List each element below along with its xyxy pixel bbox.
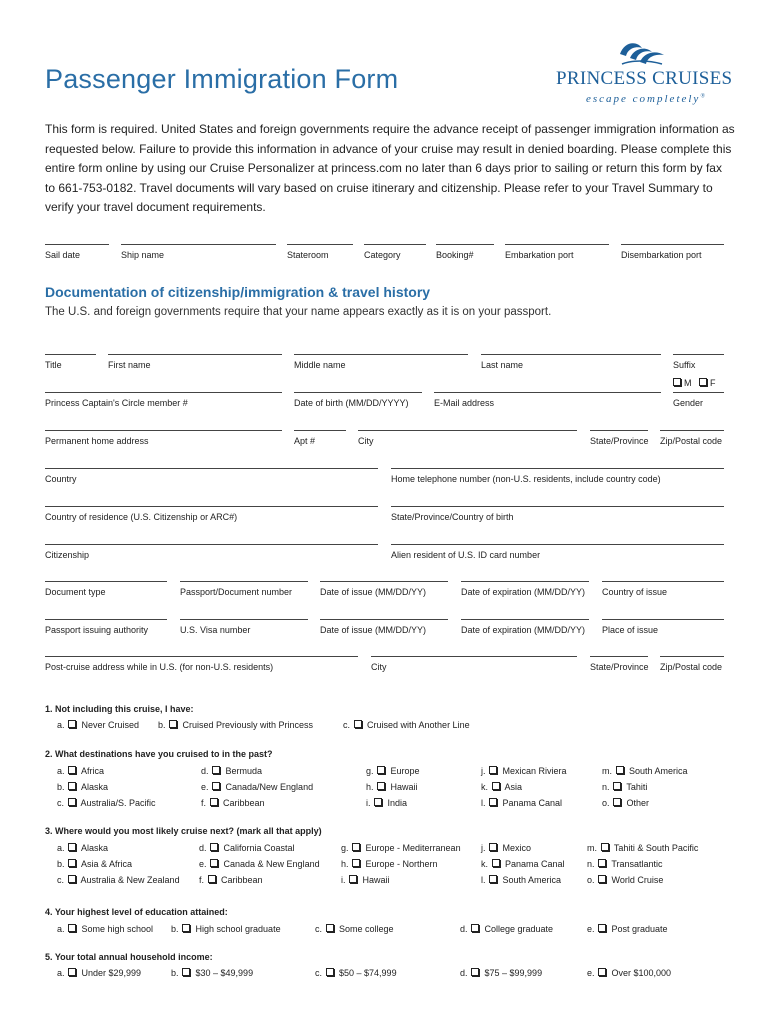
visa-issue-date-field[interactable] xyxy=(320,619,448,620)
option-letter: n. xyxy=(602,782,613,792)
option-label: Cruised Previously with Princess xyxy=(180,720,314,730)
option-label: Africa xyxy=(79,766,105,776)
q4-option-b[interactable] xyxy=(171,924,281,934)
q2-option-k[interactable] xyxy=(481,782,522,792)
option-letter: f. xyxy=(201,798,209,808)
checkbox-icon xyxy=(68,720,76,728)
birth-place-label: State/Province/Country of birth xyxy=(391,512,514,522)
checkbox-icon xyxy=(68,782,76,790)
email-label: E-Mail address xyxy=(434,398,495,408)
q2-option-e[interactable] xyxy=(201,782,313,792)
q2-option-g[interactable] xyxy=(366,766,420,776)
q3-option-a[interactable] xyxy=(57,843,108,853)
q5-option-b[interactable] xyxy=(171,968,253,978)
suffix-label: Suffix xyxy=(673,360,696,370)
option-label: Panama Canal xyxy=(502,859,565,869)
home-phone-field[interactable] xyxy=(391,468,724,469)
option-label: South America xyxy=(500,875,562,885)
option-letter: k. xyxy=(481,859,491,869)
option-label: Caribbean xyxy=(218,875,263,885)
document-type-field[interactable] xyxy=(45,581,167,582)
last-name-label: Last name xyxy=(481,360,524,370)
country-of-issue-field[interactable] xyxy=(602,581,724,582)
alien-id-field[interactable] xyxy=(391,544,724,545)
option-letter: c. xyxy=(315,924,325,934)
option-letter: j. xyxy=(481,766,489,776)
option-label: $30 – $49,999 xyxy=(193,968,254,978)
option-label: Alaska xyxy=(79,782,109,792)
stateroom-label: Stateroom xyxy=(287,250,329,260)
post-cruise-address-label: Post-cruise address while in U.S. (for non-U.S. residents) xyxy=(45,662,274,672)
suffix-field[interactable] xyxy=(673,354,724,355)
option-letter: l. xyxy=(481,798,489,808)
q3-option-m[interactable] xyxy=(587,843,698,853)
disembarkation-port-field[interactable] xyxy=(621,244,724,245)
home-address-field[interactable] xyxy=(45,430,282,431)
q1-option-b[interactable] xyxy=(158,720,313,730)
post-cruise-city-label: City xyxy=(371,662,387,672)
q2-option-h[interactable] xyxy=(366,782,418,792)
checkbox-icon xyxy=(613,798,621,806)
option-letter: a. xyxy=(57,968,68,978)
option-letter: a. xyxy=(57,720,68,730)
option-letter: n. xyxy=(587,859,598,869)
q5-option-d[interactable] xyxy=(460,968,542,978)
document-type-label: Document type xyxy=(45,587,106,597)
post-cruise-zip-label: Zip/Postal code xyxy=(660,662,723,672)
ship-name-label: Ship name xyxy=(121,250,165,260)
option-letter: o. xyxy=(587,875,598,885)
visa-expiration-date-field[interactable] xyxy=(461,619,589,620)
option-label: Canada/New England xyxy=(223,782,314,792)
checkbox-icon xyxy=(489,843,497,851)
post-cruise-state-label: State/Province xyxy=(590,662,649,672)
option-letter: d. xyxy=(460,968,471,978)
option-letter: k. xyxy=(481,782,491,792)
option-letter: b. xyxy=(158,720,169,730)
q5-option-a[interactable] xyxy=(57,968,141,978)
q2-option-j[interactable] xyxy=(481,766,567,776)
q4-option-a[interactable] xyxy=(57,924,153,934)
issuing-authority-field[interactable] xyxy=(45,619,167,620)
option-letter: b. xyxy=(171,924,182,934)
option-letter: e. xyxy=(587,968,598,978)
option-letter: g. xyxy=(341,843,352,853)
intro-text: This form is required. United States and foreign governments require the advance receipt of passenger immigration information as requested below. Failure to provide this information in advance of your cruise may result in denied boarding. Please complete this entire form online by using our Cruise Personalizer at princess.com no later than 6 days prior to sailing or return this form by fax to 661-753-0182. Travel documents will vary based on cruise itinerary and citizenship. Please refer to your Travel Summary to verify your travel document requirements. xyxy=(45,122,735,214)
question-5: 5. Your total annual household income: xyxy=(45,952,213,962)
zip-field[interactable] xyxy=(660,430,724,431)
checkbox-icon xyxy=(68,875,76,883)
question-2: 2. What destinations have you cruised to in the past? xyxy=(45,749,273,759)
checkbox-icon xyxy=(169,720,177,728)
option-label: Australia/S. Pacific xyxy=(78,798,156,808)
option-letter: l. xyxy=(481,875,489,885)
option-label: Mexican Riviera xyxy=(500,766,567,776)
option-label: Cruised with Another Line xyxy=(364,720,470,730)
checkbox-icon xyxy=(68,924,76,932)
checkbox-icon xyxy=(68,798,76,806)
doc-issue-date-field[interactable] xyxy=(320,581,448,582)
option-letter: e. xyxy=(587,924,598,934)
middle-name-field[interactable] xyxy=(294,354,468,355)
checkbox-icon xyxy=(492,782,500,790)
option-letter: b. xyxy=(57,782,68,792)
checkbox-icon xyxy=(601,843,609,851)
option-label: Asia & Africa xyxy=(79,859,133,869)
checkbox-icon xyxy=(489,875,497,883)
place-of-issue-label: Place of issue xyxy=(602,625,659,635)
home-phone-label: Home telephone number (non-U.S. residents, include country code) xyxy=(391,474,661,484)
sail-date-label: Sail date xyxy=(45,250,81,260)
visa-number-label: U.S. Visa number xyxy=(180,625,251,635)
checkbox-icon xyxy=(352,859,360,867)
q4-option-d[interactable] xyxy=(460,924,553,934)
option-label: Post graduate xyxy=(609,924,668,934)
q3-option-d[interactable] xyxy=(199,843,295,853)
post-cruise-address-field[interactable] xyxy=(45,656,358,657)
checkbox-icon xyxy=(598,924,606,932)
option-letter: j. xyxy=(481,843,489,853)
first-name-field[interactable] xyxy=(108,354,282,355)
q3-option-o[interactable] xyxy=(587,875,663,885)
apt-field[interactable] xyxy=(294,430,346,431)
passport-number-field[interactable] xyxy=(180,581,308,582)
option-label: South America xyxy=(626,766,688,776)
option-label: Canada & New England xyxy=(221,859,320,869)
checkbox-icon xyxy=(598,968,606,976)
option-letter: d. xyxy=(199,843,210,853)
captains-circle-label: Princess Captain's Circle member # xyxy=(45,398,188,408)
date-of-birth-label: Date of birth (MM/DD/YYYY) xyxy=(294,398,409,408)
option-letter: a. xyxy=(57,843,68,853)
city-label: City xyxy=(358,436,374,446)
q2-option-i[interactable] xyxy=(366,798,407,808)
option-label: Hawaii xyxy=(360,875,390,885)
checkbox-icon xyxy=(616,766,624,774)
option-letter: c. xyxy=(343,720,353,730)
option-label: Asia xyxy=(502,782,523,792)
checkbox-icon xyxy=(326,968,334,976)
checkbox-icon xyxy=(471,924,479,932)
option-label: $50 – $74,999 xyxy=(336,968,397,978)
embarkation-port-field[interactable] xyxy=(505,244,609,245)
checkbox-icon xyxy=(598,875,606,883)
post-cruise-city-field[interactable] xyxy=(371,656,577,657)
option-label: Bermuda xyxy=(223,766,263,776)
option-label: Hawaii xyxy=(388,782,418,792)
checkbox-icon xyxy=(210,859,218,867)
option-label: India xyxy=(385,798,408,808)
title-field[interactable] xyxy=(45,354,96,355)
checkbox-icon xyxy=(212,782,220,790)
option-letter: e. xyxy=(201,782,212,792)
checkbox-icon xyxy=(489,766,497,774)
q2-option-n[interactable] xyxy=(602,782,647,792)
question-3: 3. Where would you most likely cruise next? (mark all that apply) xyxy=(45,826,322,836)
checkbox-icon xyxy=(492,859,500,867)
q5-option-c[interactable] xyxy=(315,968,397,978)
q3-option-g[interactable] xyxy=(341,843,461,853)
q2-option-a[interactable] xyxy=(57,766,104,776)
q2-option-f[interactable] xyxy=(201,798,265,808)
option-label: Europe xyxy=(388,766,420,776)
doc-expiration-date-field[interactable] xyxy=(461,581,589,582)
checkbox-icon xyxy=(68,859,76,867)
gender-f-label: F xyxy=(710,378,716,388)
option-label: Tahiti & South Pacific xyxy=(611,843,699,853)
checkbox-icon xyxy=(352,843,360,851)
first-name-label: First name xyxy=(108,360,151,370)
option-letter: b. xyxy=(171,968,182,978)
category-field[interactable] xyxy=(364,244,426,245)
state-label: State/Province xyxy=(590,436,649,446)
q2-option-c[interactable] xyxy=(57,798,156,808)
section-title: Documentation of citizenship/immigration & travel history xyxy=(45,284,431,300)
checkbox-icon xyxy=(68,766,76,774)
q1-option-a[interactable] xyxy=(57,720,139,730)
option-label: $75 – $99,999 xyxy=(482,968,543,978)
date-of-birth-field[interactable] xyxy=(294,392,422,393)
q3-option-b[interactable] xyxy=(57,859,132,869)
checkbox-icon xyxy=(68,968,76,976)
visa-issue-date-label: Date of issue (MM/DD/YY) xyxy=(320,625,427,635)
checkbox-icon xyxy=(208,875,216,883)
option-letter: a. xyxy=(57,924,68,934)
q3-option-c[interactable] xyxy=(57,875,180,885)
doc-issue-date-label: Date of issue (MM/DD/YY) xyxy=(320,587,427,597)
citizenship-field[interactable] xyxy=(45,544,378,545)
title-label: Title xyxy=(45,360,62,370)
option-label: California Coastal xyxy=(221,843,295,853)
country-of-issue-label: Country of issue xyxy=(602,587,668,597)
booking-label: Booking# xyxy=(436,250,474,260)
option-letter: e. xyxy=(199,859,210,869)
middle-name-label: Middle name xyxy=(294,360,346,370)
sail-date-field[interactable] xyxy=(45,244,109,245)
brand-name: PRINCESS CRUISES xyxy=(556,68,733,89)
checkbox-icon xyxy=(471,968,479,976)
option-letter: o. xyxy=(602,798,613,808)
option-label: World Cruise xyxy=(609,875,664,885)
option-letter: d. xyxy=(201,766,212,776)
option-letter: m. xyxy=(602,766,615,776)
option-letter: b. xyxy=(57,859,68,869)
option-label: Some high school xyxy=(79,924,154,934)
option-label: Transatlantic xyxy=(609,859,663,869)
checkbox-icon xyxy=(212,766,220,774)
place-of-issue-field[interactable] xyxy=(602,619,724,620)
gender-m-label: M xyxy=(684,378,692,388)
option-letter: h. xyxy=(366,782,377,792)
gender-m-option[interactable] xyxy=(672,378,692,388)
checkbox-icon xyxy=(377,766,385,774)
q3-option-j[interactable] xyxy=(481,843,531,853)
birth-place-field[interactable] xyxy=(391,506,724,507)
option-label: Under $29,999 xyxy=(79,968,142,978)
option-letter: g. xyxy=(366,766,377,776)
q3-option-h[interactable] xyxy=(341,859,438,869)
option-label: Caribbean xyxy=(220,798,265,808)
q5-option-e[interactable] xyxy=(587,968,671,978)
doc-expiration-date-label: Date of expiration (MM/DD/YY) xyxy=(461,587,586,597)
checkbox-icon xyxy=(210,843,218,851)
checkbox-icon xyxy=(374,798,382,806)
option-label: Mexico xyxy=(500,843,532,853)
category-label: Category xyxy=(364,250,401,260)
country-label: Country xyxy=(45,474,77,484)
checkbox-icon xyxy=(377,782,385,790)
zip-label: Zip/Postal code xyxy=(660,436,723,446)
gender-f-option[interactable] xyxy=(698,378,716,388)
option-label: Tahiti xyxy=(624,782,648,792)
option-label: Never Cruised xyxy=(79,720,140,730)
option-label: Europe - Mediterranean xyxy=(363,843,461,853)
option-label: Panama Canal xyxy=(500,798,563,808)
gender-field[interactable] xyxy=(673,392,724,393)
option-letter: d. xyxy=(460,924,471,934)
q3-option-e[interactable] xyxy=(199,859,320,869)
citizenship-label: Citizenship xyxy=(45,550,90,560)
question-1: 1. Not including this cruise, I have: xyxy=(45,704,194,714)
checkbox-icon xyxy=(673,378,681,386)
q3-option-i[interactable] xyxy=(341,875,390,885)
disembarkation-port-label: Disembarkation port xyxy=(621,250,702,260)
email-field[interactable] xyxy=(434,392,661,393)
page-title: Passenger Immigration Form xyxy=(45,64,399,94)
post-cruise-zip-field[interactable] xyxy=(660,656,724,657)
country-of-residence-field[interactable] xyxy=(45,506,378,507)
checkbox-icon xyxy=(326,924,334,932)
checkbox-icon xyxy=(699,378,707,386)
checkbox-icon xyxy=(354,720,362,728)
option-letter: c. xyxy=(315,968,325,978)
city-field[interactable] xyxy=(358,430,577,431)
section-subtitle: The U.S. and foreign governments require that your name appears exactly as it is on your passport. xyxy=(45,306,552,318)
embarkation-port-label: Embarkation port xyxy=(505,250,574,260)
option-label: High school graduate xyxy=(193,924,281,934)
q2-option-l[interactable] xyxy=(481,798,562,808)
option-label: Other xyxy=(624,798,650,808)
last-name-field[interactable] xyxy=(481,354,661,355)
country-of-residence-label: Country of residence (U.S. Citizenship or ARC#) xyxy=(45,512,238,522)
option-letter: f. xyxy=(199,875,207,885)
post-cruise-state-field[interactable] xyxy=(590,656,648,657)
state-field[interactable] xyxy=(590,430,648,431)
brand-tagline: escape completely® xyxy=(586,93,705,105)
option-label: Some college xyxy=(336,924,394,934)
option-letter: c. xyxy=(57,798,67,808)
option-letter: c. xyxy=(57,875,67,885)
option-letter: h. xyxy=(341,859,352,869)
option-label: Europe - Northern xyxy=(363,859,438,869)
checkbox-icon xyxy=(182,924,190,932)
q3-option-k[interactable] xyxy=(481,859,565,869)
option-letter: i. xyxy=(341,875,349,885)
q2-option-o[interactable] xyxy=(602,798,649,808)
checkbox-icon xyxy=(68,843,76,851)
country-field[interactable] xyxy=(45,468,378,469)
option-label: Alaska xyxy=(79,843,109,853)
ship-name-field[interactable] xyxy=(121,244,276,245)
option-label: College graduate xyxy=(482,924,554,934)
checkbox-icon xyxy=(489,798,497,806)
q3-option-f[interactable] xyxy=(199,875,263,885)
option-letter: i. xyxy=(366,798,374,808)
checkbox-icon xyxy=(349,875,357,883)
captains-circle-field[interactable] xyxy=(45,392,282,393)
q1-option-c[interactable] xyxy=(343,720,470,730)
question-4: 4. Your highest level of education attained: xyxy=(45,907,228,917)
checkbox-icon xyxy=(210,798,218,806)
home-address-label: Permanent home address xyxy=(45,436,149,446)
stateroom-field[interactable] xyxy=(287,244,353,245)
q3-option-l[interactable] xyxy=(481,875,561,885)
option-label: Over $100,000 xyxy=(609,968,672,978)
q2-option-b[interactable] xyxy=(57,782,108,792)
q3-option-n[interactable] xyxy=(587,859,663,869)
apt-label: Apt # xyxy=(294,436,316,446)
option-letter: m. xyxy=(587,843,600,853)
alien-id-label: Alien resident of U.S. ID card number xyxy=(391,550,541,560)
gender-label: Gender xyxy=(673,398,704,408)
q4-option-e[interactable] xyxy=(587,924,668,934)
issuing-authority-label: Passport issuing authority xyxy=(45,625,149,635)
q4-option-c[interactable] xyxy=(315,924,394,934)
visa-number-field[interactable] xyxy=(180,619,308,620)
q2-option-m[interactable] xyxy=(602,766,688,776)
checkbox-icon xyxy=(613,782,621,790)
checkbox-icon xyxy=(182,968,190,976)
booking-field[interactable] xyxy=(436,244,494,245)
passport-number-label: Passport/Document number xyxy=(180,587,293,597)
princess-wave-logo-icon xyxy=(618,40,666,66)
q2-option-d[interactable] xyxy=(201,766,262,776)
option-label: Australia & New Zealand xyxy=(78,875,180,885)
visa-expiration-date-label: Date of expiration (MM/DD/YY) xyxy=(461,625,586,635)
checkbox-icon xyxy=(598,859,606,867)
option-letter: a. xyxy=(57,766,68,776)
